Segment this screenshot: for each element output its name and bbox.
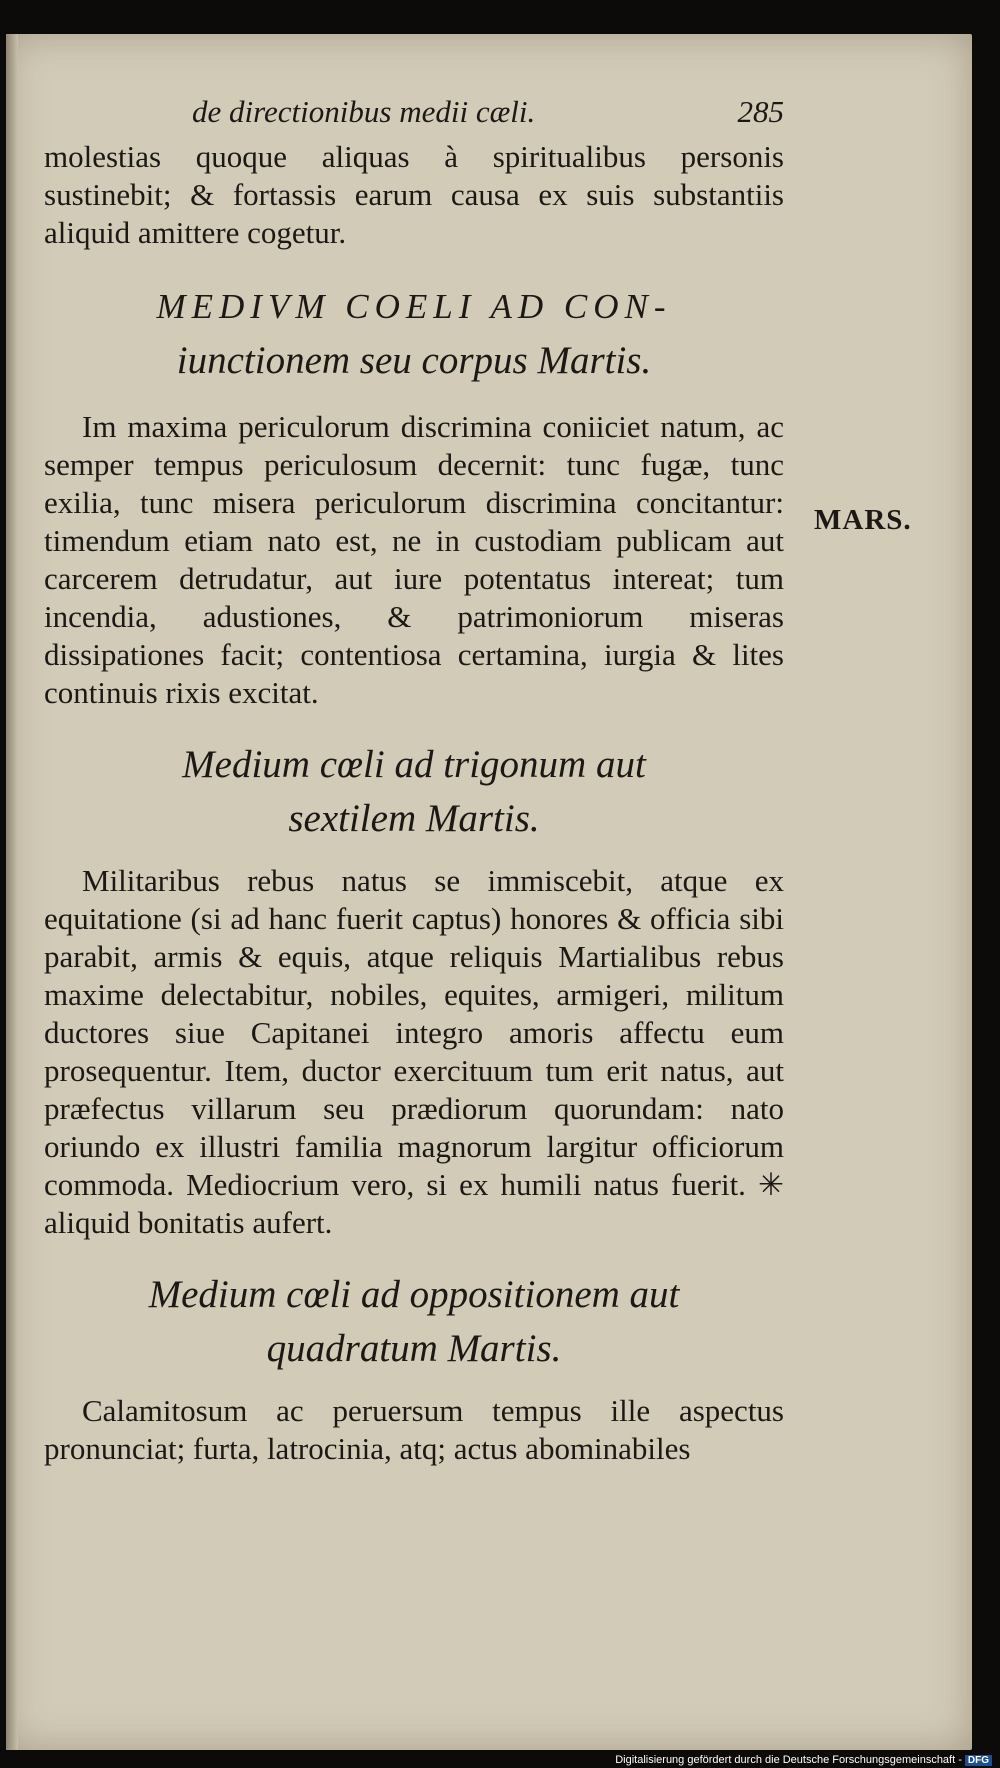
- heading-conjunction-line1: MEDIVM COELI AD CON-: [156, 287, 672, 326]
- footer-text: Digitalisierung gefördert durch die Deutsche Forschungsgemeinschaft -: [615, 1754, 962, 1766]
- heading-trigon-line2: sextilem Martis.: [288, 797, 540, 840]
- running-head-title: de directionibus medii cæli.: [192, 94, 536, 129]
- heading-trigon-line1: Medium cœli ad trigonum aut: [182, 743, 646, 786]
- page-spine: [6, 34, 18, 1750]
- margin-note-mars: MARS.: [814, 504, 912, 536]
- heading-opposition: [44, 1268, 784, 1376]
- heading-opposition-line1: Medium cœli ad oppositionem aut: [148, 1273, 680, 1316]
- running-head: [44, 92, 784, 138]
- dfg-logo: DFG: [965, 1755, 992, 1766]
- heading-trigon: [44, 738, 784, 846]
- heading-conjunction-line2: iunctionem seu corpus Martis.: [176, 339, 652, 382]
- paragraph-trigon: Militaribus rebus natus se immiscebit, atque ex equitatione (si ad hanc fuerit captus) honores & officia sibi parabit, armis & equis, atque reliquis Martialibus rebus maxime delectabitur, nobiles, equites, armigeri, militum ductores siue Capitanei integro amoris affectu eum prosequentur. Item, ductor exercituum tum erit natus, aut præfectus villarum seu prædiorum quorundam: nato oriundo ex illustri familia magnorum largitur officiorum commoda. Mediocrium vero, si ex humili natus fuerit. ✳ aliquid bonitatis aufert.: [44, 863, 784, 1240]
- page-content: [44, 92, 912, 1468]
- heading-opposition-line2: quadratum Martis.: [266, 1327, 562, 1370]
- book-page: [6, 34, 972, 1750]
- paragraph-conjunction: Im maxima periculorum discrimina coniiciet natum, ac semper tempus periculosum decernit: tunc fugæ, tunc exilia, tunc misera periculorum discrimina concitantur: timendum etiam nato est, ne in custodiam publicam aut carcerem detrudatur, aut iure potentatus intereat; tum incendia, adustiones, & patrimoniorum miseras dissipationes facit; contentiosa certamina, iurgia & lites continuis rixis excitat.: [44, 409, 784, 710]
- heading-conjunction: [44, 280, 784, 388]
- paragraph-continuation: molestias quoque aliquas à spiritualibus personis sustinebit; & fortassis earum causa ex suis substantiis aliquid amittere cogetur.: [44, 139, 784, 250]
- paragraph-opposition: Calamitosum ac peruersum tempus ille aspectus pronunciat; furta, latrocinia, atq; actus abominabiles: [44, 1393, 784, 1466]
- digitization-footer: [615, 1754, 992, 1766]
- page-number: 285: [737, 94, 784, 129]
